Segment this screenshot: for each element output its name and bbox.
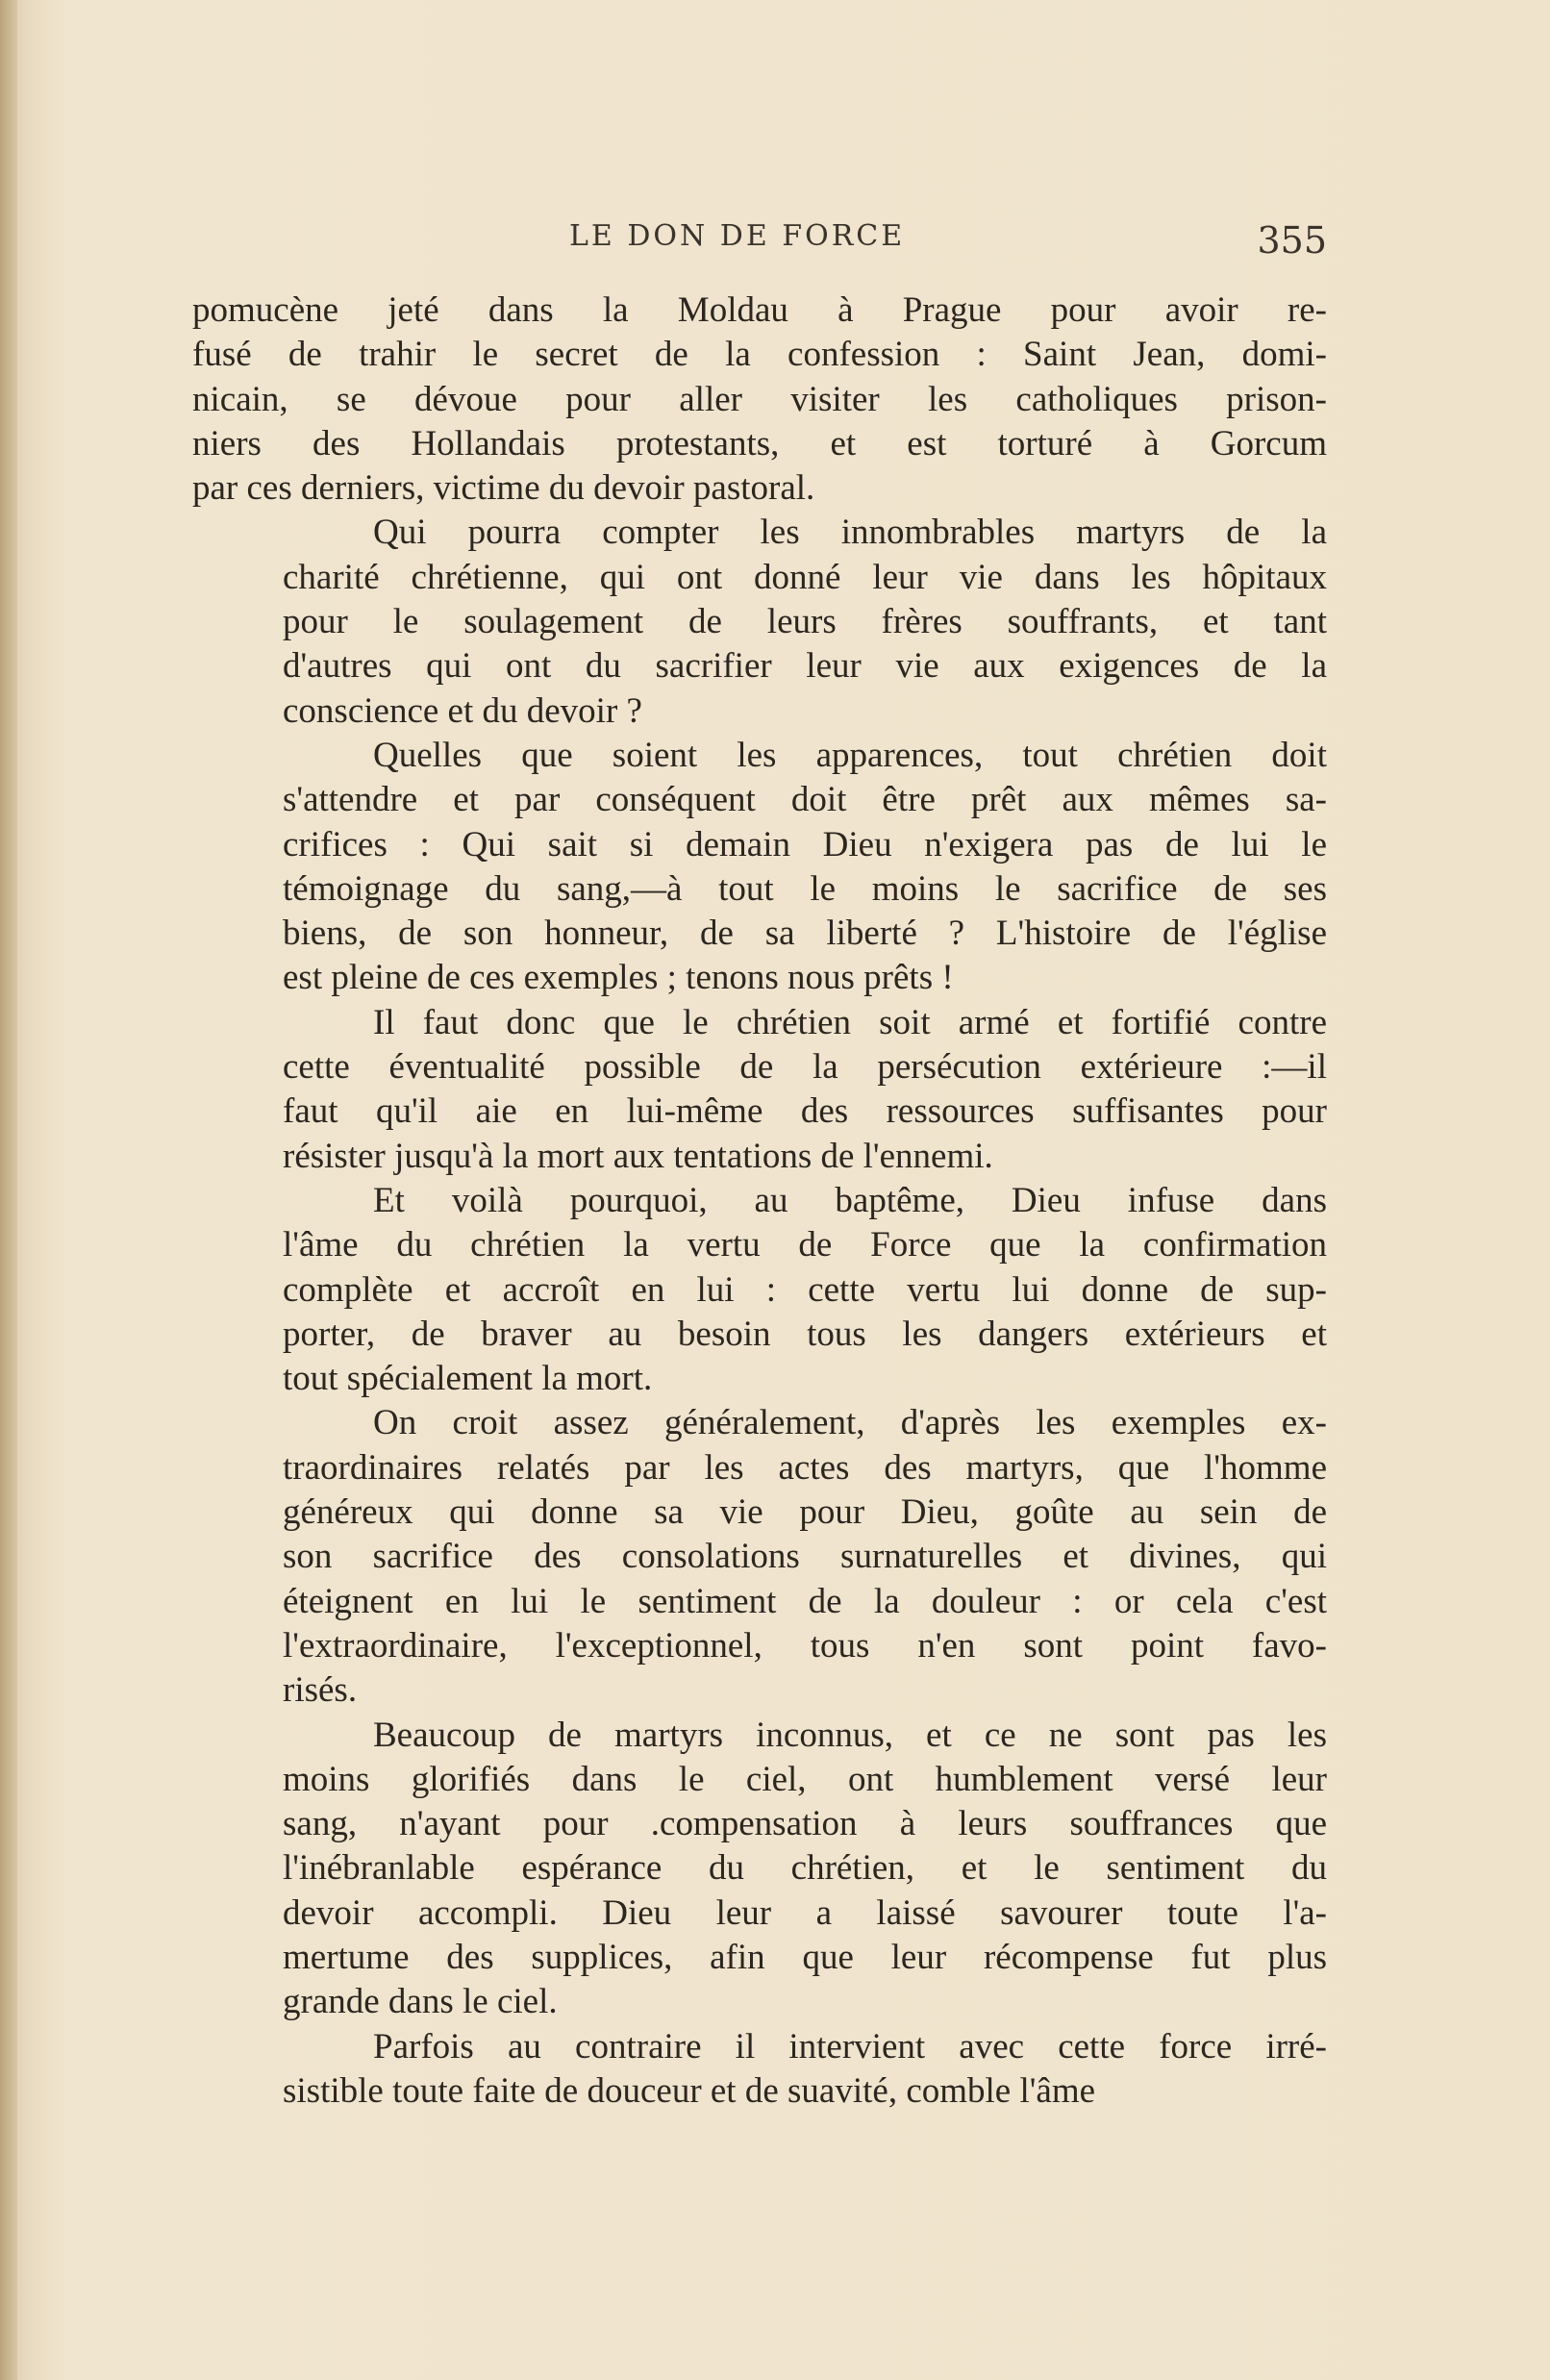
text-line: niers des Hollandais protestants, et est torturé à Gorcum [192,423,1327,463]
text-line: cette éventualité possible de la persécution extérieure :—il [283,1047,1327,1088]
text-line: Parfois au contraire il intervient avec cette force irré- [373,2026,1327,2067]
text-line: tout spécialement la mort. [283,1359,653,1399]
paragraph [192,288,1327,511]
text-line: Qui pourra compter les innombrables martyrs de la [373,513,1327,553]
paragraph [192,734,1327,1001]
running-title: LE DON DE FORCE [569,219,906,253]
paragraph [192,1401,1327,1713]
text-line: devoir accompli. Dieu leur a laissé savourer toute l'a- [283,1892,1327,1933]
text-line: sistible toute faite de douceur et de suavité, comble l'âme [283,2070,1096,2111]
body-text [192,288,1327,2114]
page-header [192,219,1327,267]
text-line: Beaucoup de martyrs inconnus, et ce ne sont pas les [373,1715,1327,1755]
paragraph [192,1179,1327,1401]
paragraph [192,1001,1327,1179]
text-line: résister jusqu'à la mort aux tentations de l'ennemi. [283,1136,993,1176]
text-line: risés. [283,1670,358,1711]
text-line: sang, n'ayant pour .compensation à leurs souffrances que [283,1804,1327,1844]
text-line: traordinaires relatés par les actes des martyrs, que l'homme [283,1447,1327,1488]
text-line: On croit assez généralement, d'après les exemples ex- [373,1403,1327,1443]
text-line: Et voilà pourquoi, au baptême, Dieu infuse dans [373,1180,1327,1220]
text-line: Il faut donc que le chrétien soit armé et fortifié contre [373,1002,1327,1042]
text-line: grande dans le ciel. [283,1982,558,2022]
text-line: éteignent en lui le sentiment de la douleur : or cela c'est [283,1581,1327,1621]
text-line: mertume des supplices, afin que leur récompense fut plus [283,1937,1327,1977]
text-line: généreux qui donne sa vie pour Dieu, goûte au sein de [283,1492,1327,1533]
text-line: l'inébranlable espérance du chrétien, et le sentiment du [283,1848,1327,1889]
page-number: 355 [1257,219,1327,262]
text-line: complète et accroît en lui : cette vertu lui donne de sup- [283,1269,1327,1310]
text-line: conscience et du devoir ? [283,690,642,731]
text-line: l'extraordinaire, l'exceptionnel, tous n'en sont point favo- [283,1625,1327,1666]
page-gutter [0,0,17,2380]
text-line: porter, de braver au besoin tous les dangers extérieurs et [283,1314,1327,1354]
text-line: témoignage du sang,—à tout le moins le sacrifice de ses [283,868,1327,909]
text-line: faut qu'il aie en lui-même des ressources suffisantes pour [283,1091,1327,1132]
paragraph [192,511,1327,733]
paragraph [192,1714,1327,2025]
text-line: Quelles que soient les apparences, tout chrétien doit [373,735,1327,775]
text-line: par ces derniers, victime du devoir pastoral. [192,468,815,509]
text-line: charité chrétienne, qui ont donné leur vie dans les hôpitaux [283,557,1327,597]
text-line: d'autres qui ont du sacrifier leur vie aux exigences de la [283,646,1327,687]
text-line: biens, de son honneur, de sa liberté ? L'histoire de l'église [283,914,1327,954]
paragraph [192,2025,1327,2115]
text-line: s'attendre et par conséquent doit être prêt aux mêmes sa- [283,780,1327,820]
text-line: nicain, se dévoue pour aller visiter les catholiques prison- [192,379,1327,419]
text-line: est pleine de ces exemples ; tenons nous prêts ! [283,958,954,998]
text-line: pomucène jeté dans la Moldau à Prague pour avoir re- [192,290,1327,330]
text-line: moins glorifiés dans le ciel, ont humblement versé leur [283,1759,1327,1799]
text-line: fusé de trahir le secret de la confession : Saint Jean, domi- [192,335,1327,375]
text-line: son sacrifice des consolations surnaturelles et divines, qui [283,1537,1327,1577]
text-line: crifices : Qui sait si demain Dieu n'exigera pas de lui le [283,824,1327,864]
text-line: pour le soulagement de leurs frères souffrants, et tant [283,602,1327,642]
text-line: l'âme du chrétien la vertu de Force que la confirmation [283,1225,1327,1265]
